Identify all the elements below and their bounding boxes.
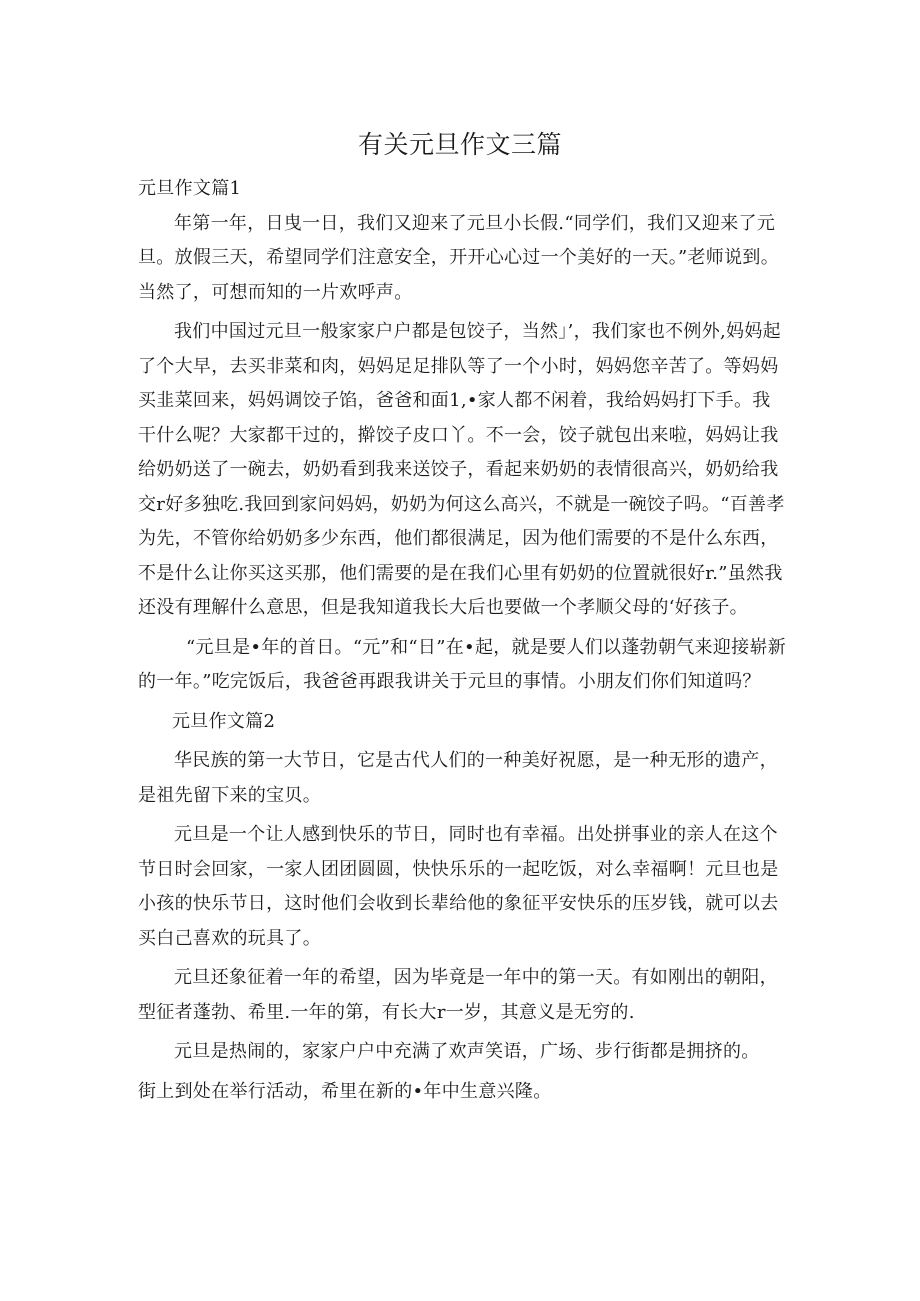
paragraph: 我们中国过元旦一般家家户户都是包饺子，当然」’，我们家也不例外,妈妈起了个大早，去买非菜和肉，妈妈足足排队等了一个小时，妈妈您辛苦了。等妈妈买韭菜回来，妈妈调饺子馅，爸爸和面1,•家人都不闲着，我给妈妈打下手。我干什么呢？大家都干过的，擀饺子皮口丫。不一会，饺子就包出来啦，妈妈让我给奶奶送了一碗去，奶奶看到我来送饺子，看起来奶奶的表情很高兴，奶奶给我交r好多独吃.我回到家问妈妈，奶奶为何这么高兴，不就是一碗饺子吗。“百善孝为先，不管你给奶奶多少东西，他们都很满足，因为他们需要的不是什么东西，不是什么让你买这买那，他们需要的是在我们心里有奶奶的位置就很好r.”虽然我还没有理解什么意思，但是我知道我长大后也要做一个孝顺父母的‘好孩子。: [138, 321, 785, 618]
paragraph: 年第一年，日曳一日，我们又迎来了元旦小长假.“同学们，我们又迎来了元旦。放假三天，希望同学们注意安全，开开心心过一个美好的一天。”老师说到。当然了，可想而知的一片欢呼声。: [138, 212, 779, 303]
paragraph: “元旦是•年的首日。“元”和“日”在•起，就是要人们以蓬勃朝气来迎接崭新的一年。”吃完饭后，我爸爸再跟我讲关于元旦的事情。小朋友们你们知道吗？: [138, 636, 787, 692]
paragraph: 元旦还象征着一年的希望，因为毕竟是一年中的第一天。有如刚出的朝阳，型征者蓬勃、希里.一年的第，有长大r一岁，其意义是无穷的.: [138, 967, 778, 1023]
paragraph: 华民族的第一大节日，它是古代人们的一种美好祝愿，是一种无形的遗产，是祖先留下来的宝贝。: [138, 750, 778, 806]
document-body: [138, 172, 788, 1114]
paragraph: 元旦是一个让人感到快乐的节日，同时也有幸福。出处拼事业的亲人在这个节日时会回家，一家人团团圆圆，快快乐乐的一起吃饭，对么幸福啊！元旦也是小孩的快乐节日，这时他们会收到长辈给他的象征平安快乐的压岁钱，就可以去买白己喜欢的玩具了。: [138, 824, 779, 949]
paragraph: 元旦是热闹的，家家户户中充满了欢声笑语，广场、步行街都是拥挤的。: [174, 1041, 760, 1062]
section-heading-2: 元旦作文篇2: [172, 710, 276, 732]
section-heading-1: 元旦作文篇1: [138, 178, 242, 199]
page-title: 有关元旦作文三篇: [357, 130, 562, 159]
paragraph-continuation: 街上到处在举行活动，希里在新的•年中生意兴隆。: [138, 1080, 552, 1102]
